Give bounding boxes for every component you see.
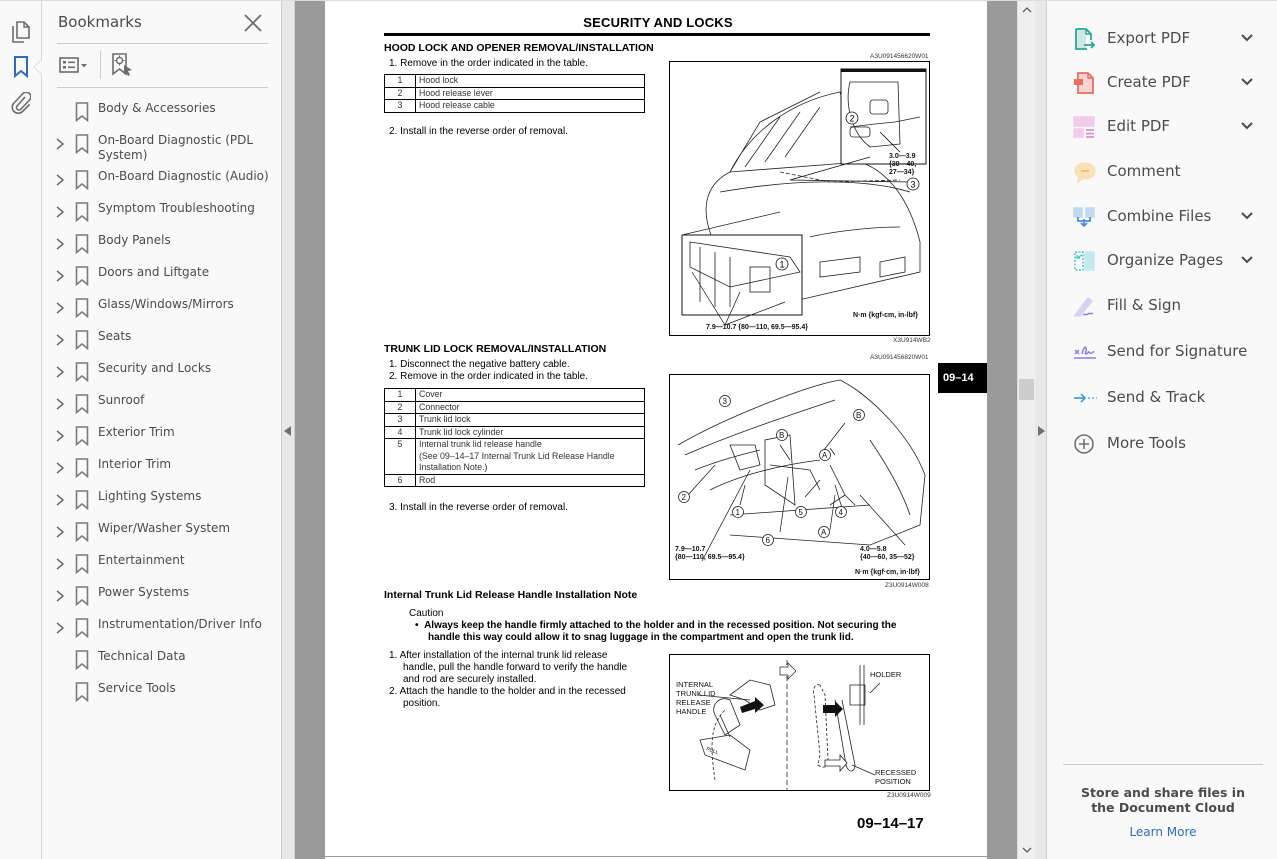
chevron-right-icon[interactable]: [54, 428, 66, 444]
hood-callout-1: 1: [779, 259, 785, 270]
bookmark-icon: [75, 234, 89, 254]
tool-label: Combine Files: [1107, 207, 1212, 225]
caution-body: Always keep the handle firmly attached to the holder and in the recessed position. Not securing the handle this way could allow it to snag luggage in the compartment and open the trunk lid.: [424, 620, 897, 643]
trunk-figure-code: Z3U0914W008: [885, 582, 929, 589]
note-step-2: 2. Attach the handle to the holder and in the recessed position.: [389, 686, 626, 709]
table-row: [385, 426, 645, 439]
trunk-torque-left-2: {80—110, 69.5—95.4}: [675, 554, 745, 561]
part-name: Cover: [416, 389, 645, 402]
divider: [57, 43, 268, 44]
bookmark-item[interactable]: [42, 229, 282, 261]
chevron-right-icon[interactable]: [54, 136, 66, 152]
trunk-letter-b1: B: [856, 411, 862, 420]
navigation-rail: [0, 1, 42, 859]
trunk-section-title: TRUNK LID LOCK REMOVAL/INSTALLATION: [384, 343, 607, 355]
bookmark-icon: [75, 266, 89, 286]
bookmark-label: Wiper/Washer System: [98, 521, 231, 535]
bookmark-item[interactable]: [42, 453, 282, 485]
handle-figure: [669, 654, 930, 791]
divider: [1063, 764, 1263, 765]
tool-fill-sign[interactable]: [1048, 288, 1277, 324]
hood-figure-code: X3U914WB2: [893, 337, 931, 344]
part-name: Internal trunk lid release handle (See 09–14–17 Internal Trunk Lid Release Handle Installation Note.): [416, 439, 645, 475]
part-name: Trunk lid lock cylinder: [416, 426, 645, 439]
step-number: 2: [385, 87, 416, 100]
caution-label: Caution: [409, 608, 444, 619]
hood-step-1: 1. Remove in the order indicated in the table.: [389, 58, 589, 69]
divider: [57, 87, 268, 88]
find-bookmark-button[interactable]: [110, 52, 134, 80]
trunk-torque-left-1: 7.9—10.7: [675, 546, 706, 553]
chevron-right-icon[interactable]: [54, 620, 66, 636]
hood-section-title: HOOD LOCK AND OPENER REMOVAL/INSTALLATION: [384, 42, 654, 54]
trunk-callout-1: 1: [735, 508, 740, 517]
part-name: Hood release cable: [416, 100, 645, 113]
bookmark-icon: [75, 650, 89, 670]
recessed-label-2: POSITION: [875, 777, 911, 786]
bookmark-icon: [75, 330, 89, 350]
hood-torque-lock: 7.9—10.7 {80—110, 69.5—95.4}: [706, 324, 808, 331]
toolbar-divider: [100, 51, 101, 79]
collapse-right-pane-button[interactable]: [1035, 1, 1047, 859]
trunk-torque-right-2: {40—60, 35—52}: [860, 554, 915, 561]
bookmark-icon: [75, 426, 89, 446]
caution-text: [415, 620, 930, 644]
bookmark-icon: [75, 554, 89, 574]
bookmark-icon: [75, 586, 89, 606]
trunk-callout-6: 6: [765, 536, 770, 545]
bookmark-icon: [75, 202, 89, 222]
bookmark-icon: [75, 458, 89, 478]
fill-sign-icon: [1072, 294, 1098, 318]
bookmark-item[interactable]: [42, 389, 282, 421]
hood-torque-cable-1: 3.0—3.9: [889, 153, 916, 160]
chevron-right-icon[interactable]: [54, 268, 66, 284]
learn-more-link[interactable]: Learn More: [1129, 825, 1197, 839]
bookmark-item[interactable]: [42, 677, 282, 709]
page-number: 09–14–17: [857, 815, 924, 832]
bookmark-label: On-Board Diagnostic (Audio): [98, 169, 269, 183]
chevron-right-icon[interactable]: [54, 524, 66, 540]
bookmark-label: Service Tools: [98, 681, 176, 695]
chevron-down-icon[interactable]: [1240, 211, 1254, 221]
bookmark-item[interactable]: [42, 197, 282, 229]
bookmark-label: Power Systems: [98, 585, 190, 599]
tool-edit-pdf[interactable]: [1048, 109, 1277, 145]
tool-label: Comment: [1107, 162, 1181, 180]
tool-label: Organize Pages: [1107, 251, 1224, 269]
trunk-callout-4: 4: [838, 508, 843, 517]
trunk-parts-table: [384, 388, 645, 487]
bookmark-label: Body Panels: [98, 233, 171, 247]
close-icon: [242, 12, 264, 34]
attachments-button[interactable]: [8, 90, 34, 116]
bookmark-item[interactable]: [42, 645, 282, 677]
chevron-right-icon[interactable]: [54, 204, 66, 220]
tool-create-pdf[interactable]: [1048, 65, 1277, 101]
bookmark-options-button[interactable]: [59, 53, 91, 79]
trunk-letter-b2: B: [779, 431, 785, 440]
collapse-left-pane-button[interactable]: [282, 1, 295, 859]
more-tools-icon: [1072, 432, 1098, 456]
bookmark-icon: [75, 170, 89, 190]
part-name: Connector: [416, 401, 645, 414]
bookmark-label: Symptom Troubleshooting: [98, 201, 255, 215]
table-row: [385, 100, 645, 113]
chevron-right-icon[interactable]: [54, 588, 66, 604]
table-row: [385, 87, 645, 100]
table-row: [385, 401, 645, 414]
tool-more-tools[interactable]: [1048, 426, 1277, 462]
bookmark-icon: [75, 490, 89, 510]
handle-figure-code: Z3U0914W009: [887, 792, 931, 799]
chevron-right-icon[interactable]: [54, 460, 66, 476]
part-name: Hood release lever: [416, 87, 645, 100]
bookmark-item[interactable]: [42, 613, 282, 645]
bookmark-item[interactable]: [42, 581, 282, 613]
bookmark-item[interactable]: [42, 165, 282, 197]
scroll-up-icon[interactable]: [1022, 6, 1032, 14]
hood-units: N·m {kgf-cm, in-lbf}: [853, 312, 918, 319]
tool-label: Fill & Sign: [1107, 296, 1181, 314]
attachment-icon: [11, 92, 31, 114]
step-number: 2: [385, 401, 416, 414]
trunk-letter-a2: A: [821, 528, 827, 537]
header-rule: [384, 33, 930, 36]
tools-pane: [1048, 1, 1277, 859]
scroll-down-icon[interactable]: [1022, 846, 1032, 854]
recessed-label-1: RECESSED: [875, 768, 917, 777]
bookmark-label: Entertainment: [98, 553, 185, 567]
chevron-down-icon[interactable]: [1240, 121, 1254, 131]
page-header: SECURITY AND LOCKS: [583, 15, 733, 30]
bookmark-label: Interior Trim: [98, 457, 172, 471]
table-row: [385, 439, 645, 475]
hood-parts-table: [384, 74, 645, 113]
step-number: 3: [385, 414, 416, 427]
chevron-right-icon[interactable]: [54, 236, 66, 252]
bookmark-icon: [75, 298, 89, 318]
bookmark-label: Doors and Liftgate: [98, 265, 210, 279]
step-number: 1: [385, 75, 416, 88]
bookmark-item[interactable]: [42, 261, 282, 293]
table-row: [385, 75, 645, 88]
chevron-right-icon[interactable]: [54, 172, 66, 188]
step-number: 5: [385, 439, 416, 475]
options-list-icon: [59, 53, 91, 79]
tool-send-for-signature[interactable]: [1048, 334, 1277, 370]
bookmark-label: On-Board Diagnostic (PDL System): [98, 133, 254, 162]
page-thumbnails-button[interactable]: [8, 19, 34, 45]
edit-pdf-icon: [1072, 115, 1098, 139]
step-number: 1: [385, 389, 416, 402]
chevron-right-icon[interactable]: [54, 396, 66, 412]
trunk-step-2: 2. Remove in the order indicated in the table.: [389, 371, 589, 382]
bookmark-label: Technical Data: [98, 649, 186, 663]
part-name: Hood lock: [416, 75, 645, 88]
bookmark-item[interactable]: [42, 357, 282, 389]
step-number: 6: [385, 474, 416, 487]
bookmark-label: Lighting Systems: [98, 489, 202, 503]
step-number: 4: [385, 426, 416, 439]
handle-label-3: RELEASE: [676, 698, 711, 707]
part-name: Rod: [416, 474, 645, 487]
bookmark-item[interactable]: [42, 129, 282, 165]
chevron-right-icon[interactable]: [54, 492, 66, 508]
tool-label: Export PDF: [1107, 29, 1191, 47]
hood-callout-2: 2: [849, 113, 855, 124]
table-row: [385, 389, 645, 402]
table-row: [385, 474, 645, 487]
bookmark-item[interactable]: [42, 293, 282, 325]
chevron-down-icon[interactable]: [1240, 33, 1254, 43]
bookmarks-title: Bookmarks: [58, 13, 142, 31]
bookmark-item[interactable]: [42, 485, 282, 517]
export-pdf-icon: [1072, 27, 1098, 51]
bookmark-label: Glass/Windows/Mirrors: [98, 297, 234, 311]
hood-step-2: 2. Install in the reverse order of removal.: [389, 126, 568, 137]
trunk-section-code: A3U091456820W01: [870, 354, 929, 361]
bookmarks-panel: [42, 1, 282, 859]
trunk-lock-figure: [669, 374, 930, 580]
active-pointer-inner: [34, 60, 42, 74]
bookmark-icon: [75, 134, 89, 154]
bookmark-label: Security and Locks: [98, 361, 212, 375]
section-tab: 09–14: [938, 363, 987, 393]
create-pdf-icon: [1072, 71, 1098, 95]
tool-label: Create PDF: [1107, 73, 1191, 91]
trunk-illustration: [670, 375, 930, 580]
tool-send-track[interactable]: [1048, 380, 1277, 416]
tool-label: Edit PDF: [1107, 117, 1171, 135]
bookmark-item[interactable]: [42, 97, 282, 129]
part-name: Trunk lid lock: [416, 414, 645, 427]
cloud-promo-text: Store and share files in the Document Cloud: [1081, 785, 1245, 815]
bookmark-icon: [75, 618, 89, 638]
trunk-callout-2: 2: [681, 493, 686, 502]
tool-comment[interactable]: [1048, 154, 1277, 190]
bookmark-label: Instrumentation/Driver Info: [98, 617, 262, 631]
tool-label: Send for Signature: [1107, 342, 1248, 360]
chevron-right-icon[interactable]: [54, 300, 66, 316]
bookmark-label: Body & Accessories: [98, 101, 216, 115]
collapse-right-icon: [1038, 426, 1045, 436]
trunk-callout-3: 3: [722, 397, 727, 406]
bullet: •: [415, 620, 425, 631]
chevron-down-icon[interactable]: [1240, 255, 1254, 265]
bookmarks-button[interactable]: [8, 54, 34, 80]
pages-icon: [11, 21, 31, 43]
handle-label-1: INTERNAL: [676, 680, 714, 689]
chevron-down-icon[interactable]: [1240, 77, 1254, 87]
close-panel-button[interactable]: [242, 12, 264, 34]
bookmark-label: Sunroof: [98, 393, 145, 407]
chevron-right-icon[interactable]: [54, 332, 66, 348]
handle-label-4: HANDLE: [676, 707, 707, 716]
tool-label: More Tools: [1107, 434, 1186, 452]
holder-label: HOLDER: [870, 670, 902, 679]
note-title: Internal Trunk Lid Release Handle Installation Note: [384, 589, 638, 601]
chevron-right-icon[interactable]: [54, 364, 66, 380]
chevron-right-icon[interactable]: [54, 556, 66, 572]
tool-organize-pages[interactable]: [1048, 243, 1277, 279]
combine-files-icon: [1072, 205, 1098, 229]
scrollbar-thumb[interactable]: [1019, 379, 1034, 400]
bookmark-item[interactable]: [42, 325, 282, 357]
comment-icon: [1072, 160, 1098, 184]
step-number: 3: [385, 100, 416, 113]
bookmark-search-icon: [110, 52, 134, 80]
bookmark-icon: [75, 362, 89, 382]
bookmark-icon: [75, 102, 89, 122]
pdf-page: [325, 1, 987, 856]
trunk-callout-5: 5: [798, 508, 803, 517]
bookmark-item[interactable]: [42, 549, 282, 581]
vertical-scrollbar[interactable]: [1017, 1, 1035, 859]
hood-callout-3: 3: [910, 179, 916, 190]
hood-torque-cable-2: {30—40,: [889, 161, 917, 168]
table-row: [385, 414, 645, 427]
trunk-units: N·m {kgf·cm, in·lbf}: [855, 569, 920, 576]
send-signature-icon: [1072, 340, 1098, 364]
trunk-step-3: 3. Install in the reverse order of removal.: [389, 502, 568, 513]
send-track-icon: [1072, 386, 1098, 410]
hood-illustration: [670, 62, 930, 336]
bookmark-list: [42, 97, 282, 709]
handle-label-2: TRUNK LID: [676, 689, 716, 698]
tool-combine-files[interactable]: [1048, 199, 1277, 235]
organize-pages-icon: [1072, 249, 1098, 273]
hood-section-code: A3U091456620W01: [870, 53, 929, 60]
bookmark-label: Exterior Trim: [98, 425, 175, 439]
collapse-left-icon: [284, 426, 291, 436]
bookmark-item[interactable]: [42, 517, 282, 549]
tool-label: Send & Track: [1107, 388, 1206, 406]
tool-export-pdf[interactable]: [1048, 21, 1277, 57]
bookmark-icon: [13, 56, 29, 78]
trunk-letter-a1: A: [822, 451, 828, 460]
bookmark-icon: [75, 394, 89, 414]
bookmark-item[interactable]: [42, 421, 282, 453]
trunk-step-1: 1. Disconnect the negative battery cable.: [389, 359, 570, 370]
bookmark-icon: [75, 522, 89, 542]
trunk-torque-right-1: 4.0—5.8: [860, 546, 887, 553]
hood-lock-figure: [669, 61, 930, 336]
note-step-1: 1. After installation of the internal trunk lid release handle, pull the handle forward to verify the handle and rod are securely installed.: [389, 650, 628, 685]
handle-pull-label: PULL: [705, 746, 720, 757]
hood-torque-cable-3: 27—34}: [889, 169, 915, 176]
bookmark-icon: [75, 682, 89, 702]
bookmark-label: Seats: [98, 329, 132, 343]
